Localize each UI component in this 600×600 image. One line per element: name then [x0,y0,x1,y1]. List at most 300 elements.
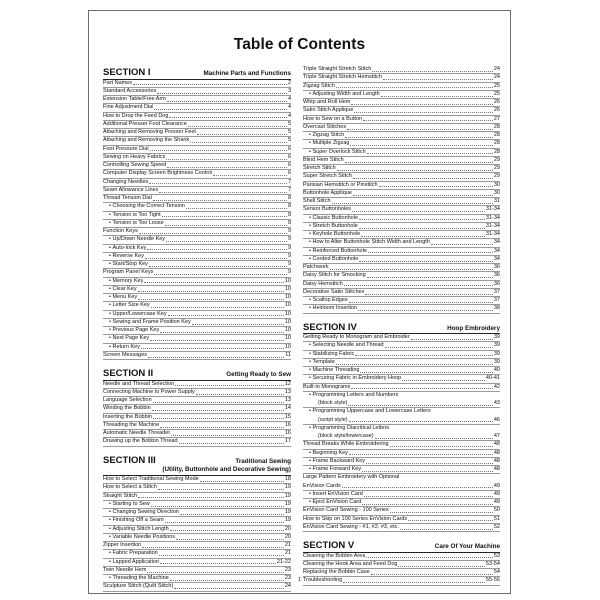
dot-leader [160,563,276,564]
toc-entry-label: Shell Stitch [303,198,331,204]
toc-entry-page: 36 [493,280,500,287]
dot-leader [411,339,493,340]
toc-entry-page: 6 [287,170,291,177]
toc-entry[interactable] [103,327,291,335]
dot-leader [200,481,284,482]
toc-entry[interactable] [303,99,500,107]
dot-leader [361,236,485,237]
toc-entry-label: • Start/Stop Key [103,261,148,268]
toc-entry[interactable] [303,305,500,313]
dot-leader [381,96,493,97]
toc-entry[interactable] [303,182,500,190]
dot-leader [398,566,484,567]
toc-entry[interactable] [103,245,291,253]
toc-entry-page: 9 [287,252,291,259]
toc-entry-page: 7 [287,178,291,185]
toc-entry[interactable] [103,187,291,195]
toc-entry[interactable] [303,351,500,359]
toc-entry-label: Changing Needles [103,178,149,185]
toc-entry[interactable] [103,203,291,211]
toc-entry[interactable] [103,195,291,203]
toc-entry-page: 21 [284,550,291,557]
dot-leader [408,520,493,521]
toc-entry-label: • Multiple Zigzag [303,140,349,147]
toc-entry[interactable] [103,335,291,343]
toc-entry[interactable] [303,491,500,499]
dot-leader [188,126,287,127]
toc-entry-label: Attaching and Removing the Shank [103,137,190,144]
toc-entry[interactable] [103,397,291,405]
dot-leader [362,471,493,472]
toc-entry[interactable] [303,132,500,140]
section-header [303,323,500,333]
toc-entry[interactable] [303,400,500,408]
dot-leader [159,192,287,193]
dot-leader [157,93,287,94]
dot-leader [431,244,493,245]
toc-entry-label: • Return Key [103,344,140,351]
toc-entry-page: 6 [287,145,291,152]
dot-leader [150,150,287,151]
dot-leader [367,153,493,154]
toc-entry-page: 4 [287,112,291,119]
dot-leader [360,372,492,373]
toc-entry[interactable] [303,107,500,115]
toc-entry-page: 48 [493,466,500,472]
dot-leader [353,195,493,196]
toc-entry-page: 54 [493,569,500,575]
toc-entry-label: Additional Presser Foot Clearance [103,120,187,127]
toc-entry[interactable] [103,526,291,534]
dot-leader [152,410,284,411]
toc-entry[interactable] [103,517,291,525]
toc-entry[interactable] [103,212,291,220]
toc-entry-page: 39 [493,334,500,340]
toc-entry-page: 49 [493,490,500,497]
toc-entry[interactable] [103,179,291,187]
toc-entry-page: 5 [287,129,291,135]
toc-entry-label: Stretch Stitch [303,165,336,171]
dot-leader [345,162,493,163]
toc-entry-label: • Programming Diacritical Letters [303,425,389,432]
toc-entry-label: • Corded Buttonhole [303,256,358,263]
toc-entry[interactable] [103,352,291,360]
dot-leader [147,572,283,573]
toc-entry-label: Cleaning the Bobbin Area [303,552,366,559]
dot-leader [142,547,284,548]
toc-entry[interactable] [103,493,291,501]
toc-entry[interactable] [303,297,500,305]
dot-leader [342,487,493,488]
dot-leader [337,170,493,171]
toc-entry-page: 16 [284,421,291,428]
toc-entry-label: • Fabric Preparation [103,550,158,557]
toc-entry-page: 20 [284,525,291,532]
toc-entry[interactable] [103,430,291,438]
toc-entry[interactable] [303,215,500,223]
toc-entry[interactable] [103,381,291,389]
dot-leader [345,137,493,138]
dot-leader [359,228,485,229]
section-header [103,68,291,78]
section-header [103,456,291,466]
toc-entry-page: 37 [493,288,500,295]
toc-entry[interactable] [303,392,500,400]
toc-entry[interactable] [103,559,291,567]
toc-entry-page: 52 [493,523,500,530]
dot-leader [149,266,287,267]
dot-leader [336,87,493,88]
toc-entry[interactable] [303,206,500,214]
toc-entry-page: 4 [287,104,291,111]
toc-entry[interactable] [103,567,291,575]
toc-entry-label: Winding the Bobbin [103,405,151,412]
toc-entry[interactable] [103,484,291,492]
section-title: Hoop Embroidery [447,324,500,332]
toc-entry[interactable] [103,311,291,319]
dot-leader [133,84,287,85]
toc-entry-page: 10 [284,310,291,317]
section-name: SECTION V [303,540,355,551]
toc-entry-label: (block style) [318,400,348,406]
toc-entry[interactable] [103,104,291,112]
toc-entry[interactable] [103,113,291,121]
toc-entry-label: Needle and Thread Selection [103,380,175,387]
toc-entry[interactable] [103,146,291,154]
toc-entry-page: 10 [284,285,291,292]
toc-entry-page: 8 [287,219,291,226]
toc-entry[interactable] [303,140,500,148]
toc-entry[interactable] [103,278,291,286]
dot-leader [176,539,284,540]
toc-entry[interactable] [303,223,500,231]
toc-entry-label: Automatic Needle Threader [103,430,171,436]
toc-entry-page: 14 [284,405,291,412]
toc-entry-page: 31 [493,198,500,204]
dot-leader [348,405,493,406]
toc-entry-page: 16 [284,430,291,436]
toc-entry-page: 24 [493,66,500,72]
toc-entry-label: • Keyhole Buttonhole [303,231,360,238]
toc-entry[interactable] [303,190,500,198]
toc-entry-page: 11 [285,351,291,358]
toc-entry-page: 10 [284,343,291,350]
toc-entry[interactable] [103,542,291,550]
toc-entry-label: • Menu Key [103,294,137,301]
toc-entry[interactable] [303,149,500,157]
toc-entry[interactable] [303,561,500,569]
toc-entry-label: • Up/Down Needle Key [103,236,165,243]
dot-leader [151,506,284,507]
toc-entry[interactable] [103,96,291,104]
toc-entry-label: Straight Stitch [103,492,138,499]
toc-entry-label: Cleaning the Hook Area and Feed Dog [303,560,398,567]
toc-entry-page: 49 [493,499,500,505]
toc-entry[interactable] [103,550,291,558]
toc-entry[interactable] [103,389,291,397]
toc-entry-page: 36 [493,272,500,279]
toc-entry[interactable] [303,553,500,561]
toc-entry[interactable] [303,281,500,289]
toc-entry[interactable] [103,80,291,88]
toc-entry-page: 31-34 [485,214,500,221]
toc-entry[interactable] [103,319,291,327]
toc-entry[interactable] [103,509,291,517]
toc-entry[interactable] [103,583,291,591]
toc-entry-label: Sewing on Heavy Fabrics [103,153,166,160]
toc-entry[interactable] [303,450,500,458]
toc-entry-label: Patchwork [303,264,329,270]
toc-entry[interactable] [303,367,500,375]
toc-entry[interactable] [303,408,500,416]
toc-entry[interactable] [103,137,291,145]
toc-entry-page: 29 [493,156,500,163]
dot-leader [145,258,287,259]
toc-entry[interactable] [303,264,500,272]
toc-entry-label: (script style) [318,416,348,423]
dot-leader [349,302,493,303]
dot-leader [159,555,284,556]
dot-leader [151,307,284,308]
toc-entry[interactable] [103,344,291,352]
toc-entry[interactable] [303,425,500,433]
toc-entry[interactable] [103,294,291,302]
toc-entry[interactable] [303,116,500,124]
toc-entry-label: • Stabilizing Fabric [303,351,354,358]
toc-entry-page: 40 [493,367,500,373]
toc-entry[interactable] [103,154,291,162]
toc-entry[interactable] [103,286,291,294]
toc-entry-label: • Auto-lock Key [103,245,146,252]
toc-entry[interactable] [303,74,500,82]
toc-entry[interactable] [303,359,500,367]
dot-leader [379,186,493,187]
toc-entry-page: 25 [493,90,500,97]
dot-leader [375,438,493,439]
toc-entry[interactable] [303,524,500,532]
toc-entry-page: 15 [284,413,291,420]
toc-entry-label: • Previous Page Key [103,327,159,334]
toc-entry[interactable] [103,261,291,269]
dot-leader [166,241,287,242]
toc-entry-page: 39 [493,350,500,357]
toc-entry-page: 7 [287,186,291,193]
toc-entry-label: Buttonhole Applique [303,189,352,196]
dot-leader [190,142,287,143]
toc-entry-label: • Threading the Machine [103,575,169,582]
toc-entry-page: 17 [284,438,291,445]
dot-leader [138,497,284,498]
dot-leader [371,574,493,575]
dot-leader [154,274,286,275]
toc-entry-page: 28 [493,148,500,155]
toc-entry[interactable] [103,228,291,236]
dot-leader [355,355,493,356]
toc-entry-page: 51 [493,515,500,522]
dot-leader [138,291,284,292]
toc-entry[interactable] [103,236,291,244]
dot-leader [197,134,287,135]
toc-entry[interactable] [303,516,500,524]
toc-entry-label: Sculpture Stitch (Quilt Stitch) [103,583,174,590]
toc-entry-label: Attaching and Removing Presser Feet [103,129,196,135]
dot-leader [400,529,493,530]
dot-leader [351,388,492,389]
toc-entry[interactable] [303,384,500,392]
toc-entry[interactable] [103,129,291,137]
toc-entry[interactable] [303,231,500,239]
toc-entry-label: Large Pattern Embroidery with Optional [303,474,400,481]
toc-entry[interactable] [103,501,291,509]
toc-entry[interactable] [303,433,500,441]
toc-entry[interactable] [303,334,500,342]
toc-entry-label: • Finishing Off a Seam [103,517,164,524]
toc-entry-label: • Insert EnVision Card [303,491,363,498]
toc-entry[interactable] [103,534,291,542]
toc-entry[interactable] [103,302,291,310]
toc-entry-page: 28 [493,123,500,130]
toc-entry-page: 19 [284,484,291,491]
toc-entry-label: • Eject EnVision Card [303,499,361,506]
dot-leader [153,402,284,403]
toc-entry[interactable] [103,438,291,446]
toc-entry[interactable] [103,414,291,422]
toc-entry[interactable] [303,198,500,206]
toc-entry-page: 46 [493,416,500,423]
toc-entry-page: 24 [284,583,291,590]
toc-entry-page: 29 [493,173,500,180]
toc-entry-page: 50 [493,507,500,514]
toc-entry-label: EnVision Card Sewing - #1, #2, #3, etc. [303,523,399,530]
toc-entry-label: (block style/lowercase) [318,433,374,439]
toc-entry-label: • Changing Sewing Direction [103,509,179,516]
toc-entry[interactable] [303,499,500,507]
toc-entry[interactable] [303,289,500,297]
toc-entry[interactable] [303,91,500,99]
toc-entry-label: Built-in Monograms [303,383,351,390]
dot-leader [169,117,287,118]
toc-entry-label: How to Skip on 100 Series EnVision Cards [303,515,408,522]
toc-entry-label: Part Names [103,79,133,86]
toc-entry-label: Daisy Hemstitch [303,280,343,287]
left-column [103,68,291,592]
toc-entry-label: Blind Hem Stitch [303,156,344,163]
toc-entry[interactable] [103,121,291,129]
toc-entry[interactable] [303,173,500,181]
toc-entry-label: Replacing the Bobbin Case [303,569,370,575]
toc-entry-page: 10 [284,302,291,309]
toc-entry-page: 47 [493,433,500,439]
toc-entry[interactable] [303,483,500,491]
toc-entry-label: Zigzag Stitch [303,82,335,89]
toc-entry[interactable] [303,441,500,449]
dot-leader [385,347,493,348]
toc-entry[interactable] [303,569,500,577]
toc-entry-label: • Sewing and Frame Position Key [103,319,191,326]
dot-leader [362,504,493,505]
toc-entry-label: Seam Allowance Lines [103,186,159,193]
toc-entry[interactable] [103,162,291,170]
toc-entry[interactable] [103,422,291,430]
toc-entry[interactable] [103,253,291,261]
toc-entry-page: 19 [284,500,291,507]
toc-entry-page: 3 [287,87,291,94]
toc-entry-label: • Memory Key [103,278,143,285]
section-title: Traditional Sewing [235,457,291,465]
toc-entry-label: How to Drop the Feed Dog [103,112,169,119]
toc-entry-page: 49 [493,482,500,489]
toc-entry[interactable] [303,248,500,256]
toc-entry[interactable] [303,157,500,165]
section-title: Care Of Your Machine [434,543,500,550]
document-page [88,10,511,594]
toc-entry[interactable] [303,507,500,515]
toc-entry-label: Super Stretch Stitch [303,173,352,180]
toc-entry[interactable] [303,256,500,264]
toc-entry[interactable] [103,269,291,277]
dot-leader [154,109,286,110]
toc-entry[interactable] [303,342,500,350]
dot-leader [368,252,493,253]
toc-entry-label: Connecting Machine to Power Supply [103,388,195,395]
toc-entry-label: Controlling Sewing Speed [103,162,167,168]
dot-leader [354,112,492,113]
toc-entry[interactable] [303,239,500,247]
toc-entry-label: How to Sew on a Button [303,115,363,122]
dot-leader [192,324,284,325]
toc-entry[interactable] [303,272,500,280]
toc-entry-page: 9 [287,236,291,243]
toc-entry-page: 28 [493,132,500,138]
toc-entry[interactable] [103,476,291,484]
toc-entry[interactable] [303,124,500,132]
dot-leader [171,435,284,436]
toc-entry-page: 9 [287,269,291,276]
dot-leader [347,129,493,130]
toc-entry-page: 28 [493,140,500,147]
toc-entry-label: Sensor Buttonholes [303,206,352,213]
toc-entry-page: 20 [284,533,291,540]
dot-leader [364,496,493,497]
toc-entry[interactable] [303,458,500,466]
toc-entry-label: • Upper/Lowercase Key [103,311,167,318]
toc-entry[interactable] [303,165,500,173]
dot-leader [363,120,493,121]
toc-entry[interactable] [303,417,500,425]
toc-entry-label: Computer Display Screen Brightness Control [103,170,213,177]
toc-entry[interactable] [303,474,500,482]
toc-entry[interactable] [103,405,291,413]
toc-entry[interactable] [303,66,500,74]
toc-entry-label: • Frame Forward Key [303,466,361,473]
toc-entry[interactable] [303,375,500,383]
toc-entry[interactable] [103,88,291,96]
dot-leader [147,249,287,250]
toc-entry[interactable] [303,83,500,91]
toc-entry-label: Zipper Insertion [103,542,142,548]
toc-entry[interactable] [103,220,291,228]
toc-entry-label: • Adjusting Stitch Length [103,526,169,533]
toc-entry-label: Function Keys [103,228,138,234]
toc-entry-label: • Frame Backward Key [303,458,365,465]
toc-entry[interactable] [303,466,500,474]
toc-entry-page: 36 [493,264,500,270]
toc-entry-page: 48 [493,449,500,456]
toc-entry-page: 13 [284,388,291,395]
toc-entry[interactable] [103,170,291,178]
toc-entry-label: Language Selection [103,397,152,403]
toc-entry-label: • Securing Fabric in Embroidery Hoop [303,375,401,382]
